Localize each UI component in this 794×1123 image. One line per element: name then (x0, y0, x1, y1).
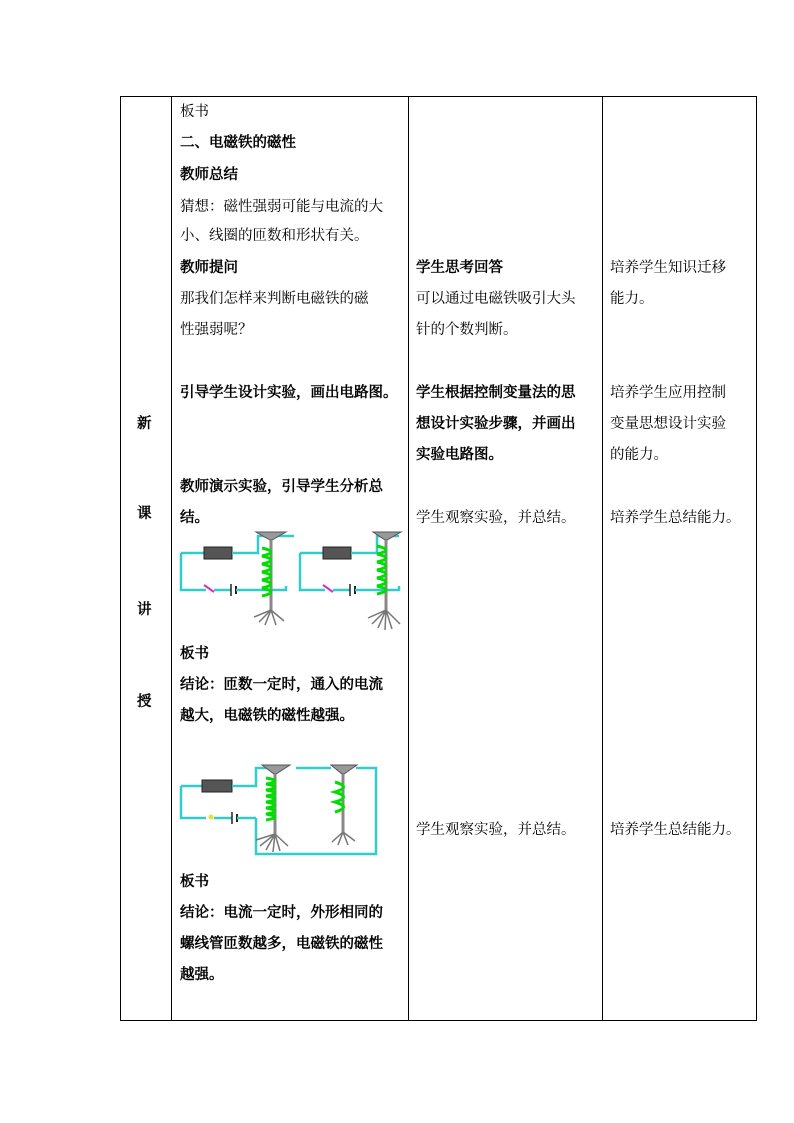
text-line: 结。 (180, 510, 209, 526)
conclusion-line: 越大，电磁铁的磁性越强。 (180, 708, 354, 724)
text-line: 学生观察实验，并总结。 (416, 510, 576, 526)
pins-icon (254, 610, 284, 625)
text-line: 培养学生知识迁移 (610, 260, 726, 276)
text-line: 能力。 (610, 291, 654, 307)
board-note-label: 板书 (180, 104, 209, 120)
text-line: 培养学生总结能力。 (610, 822, 741, 838)
text-line: 猜想：磁性强弱可能与电流的大 (180, 199, 383, 215)
pins-icon (368, 610, 400, 630)
pins-icon (256, 834, 288, 852)
text-line: 小、线圈的匝数和形状有关。 (180, 228, 369, 244)
section-label-char: 课 (137, 506, 152, 522)
text-line: 教师演示实验，引导学生分析总 (180, 479, 383, 495)
student-answer-label: 学生思考回答 (416, 260, 503, 276)
text-line: 的能力。 (610, 447, 668, 463)
teacher-question-label: 教师提问 (180, 260, 238, 276)
section-label-char: 讲 (137, 602, 152, 618)
iron-core-icon (262, 765, 290, 774)
rheostat-icon (204, 547, 232, 559)
electromagnet-circuit-figure-turns (176, 760, 386, 860)
text-line: 实验电路图。 (416, 447, 503, 463)
electromagnet-circuit-figure-current (176, 528, 406, 638)
text-line: 学生观察实验，并总结。 (416, 822, 576, 838)
text-line: 变量思想设计实验 (610, 416, 726, 432)
coil-icon (335, 782, 344, 812)
circuit-left (181, 532, 294, 625)
rheostat-icon (323, 547, 351, 559)
section-label-char: 授 (137, 694, 152, 710)
section-heading: 二、电磁铁的磁性 (180, 135, 296, 151)
board-note-label: 板书 (180, 874, 209, 890)
pins-icon (332, 832, 355, 845)
text-line: 可以通过电磁铁吸引大头 (416, 291, 576, 307)
circuit-right (300, 532, 401, 630)
section-label-char: 新 (137, 416, 152, 432)
conclusion-line: 螺线管匝数越多，电磁铁的磁性 (180, 936, 383, 952)
text-line: 想设计实验步骤，并画出 (416, 416, 576, 432)
text-line: 学生根据控制变量法的思 (416, 385, 576, 401)
conclusion-line: 越强。 (180, 967, 224, 983)
conclusion-line: 结论：匝数一定时，通入的电流 (180, 677, 383, 693)
iron-core-icon (331, 765, 357, 774)
conclusion-line: 结论：电流一定时，外形相同的 (180, 905, 383, 921)
text-line: 针的个数判断。 (416, 322, 518, 338)
column-divider-2 (408, 96, 409, 1021)
text-line: 培养学生应用控制 (610, 385, 726, 401)
teacher-summary-label: 教师总结 (180, 167, 238, 183)
rheostat-icon (202, 780, 232, 792)
text-line: 那我们怎样来判断电磁铁的磁 (180, 291, 369, 307)
column-divider-3 (602, 96, 603, 1021)
text-line: 培养学生总结能力。 (610, 510, 741, 526)
column-divider-1 (171, 96, 172, 1021)
switch-icon (209, 815, 214, 820)
board-note-label: 板书 (180, 646, 209, 662)
text-line: 引导学生设计实验，画出电路图。 (180, 385, 398, 401)
text-line: 性强弱呢？ (180, 322, 253, 338)
